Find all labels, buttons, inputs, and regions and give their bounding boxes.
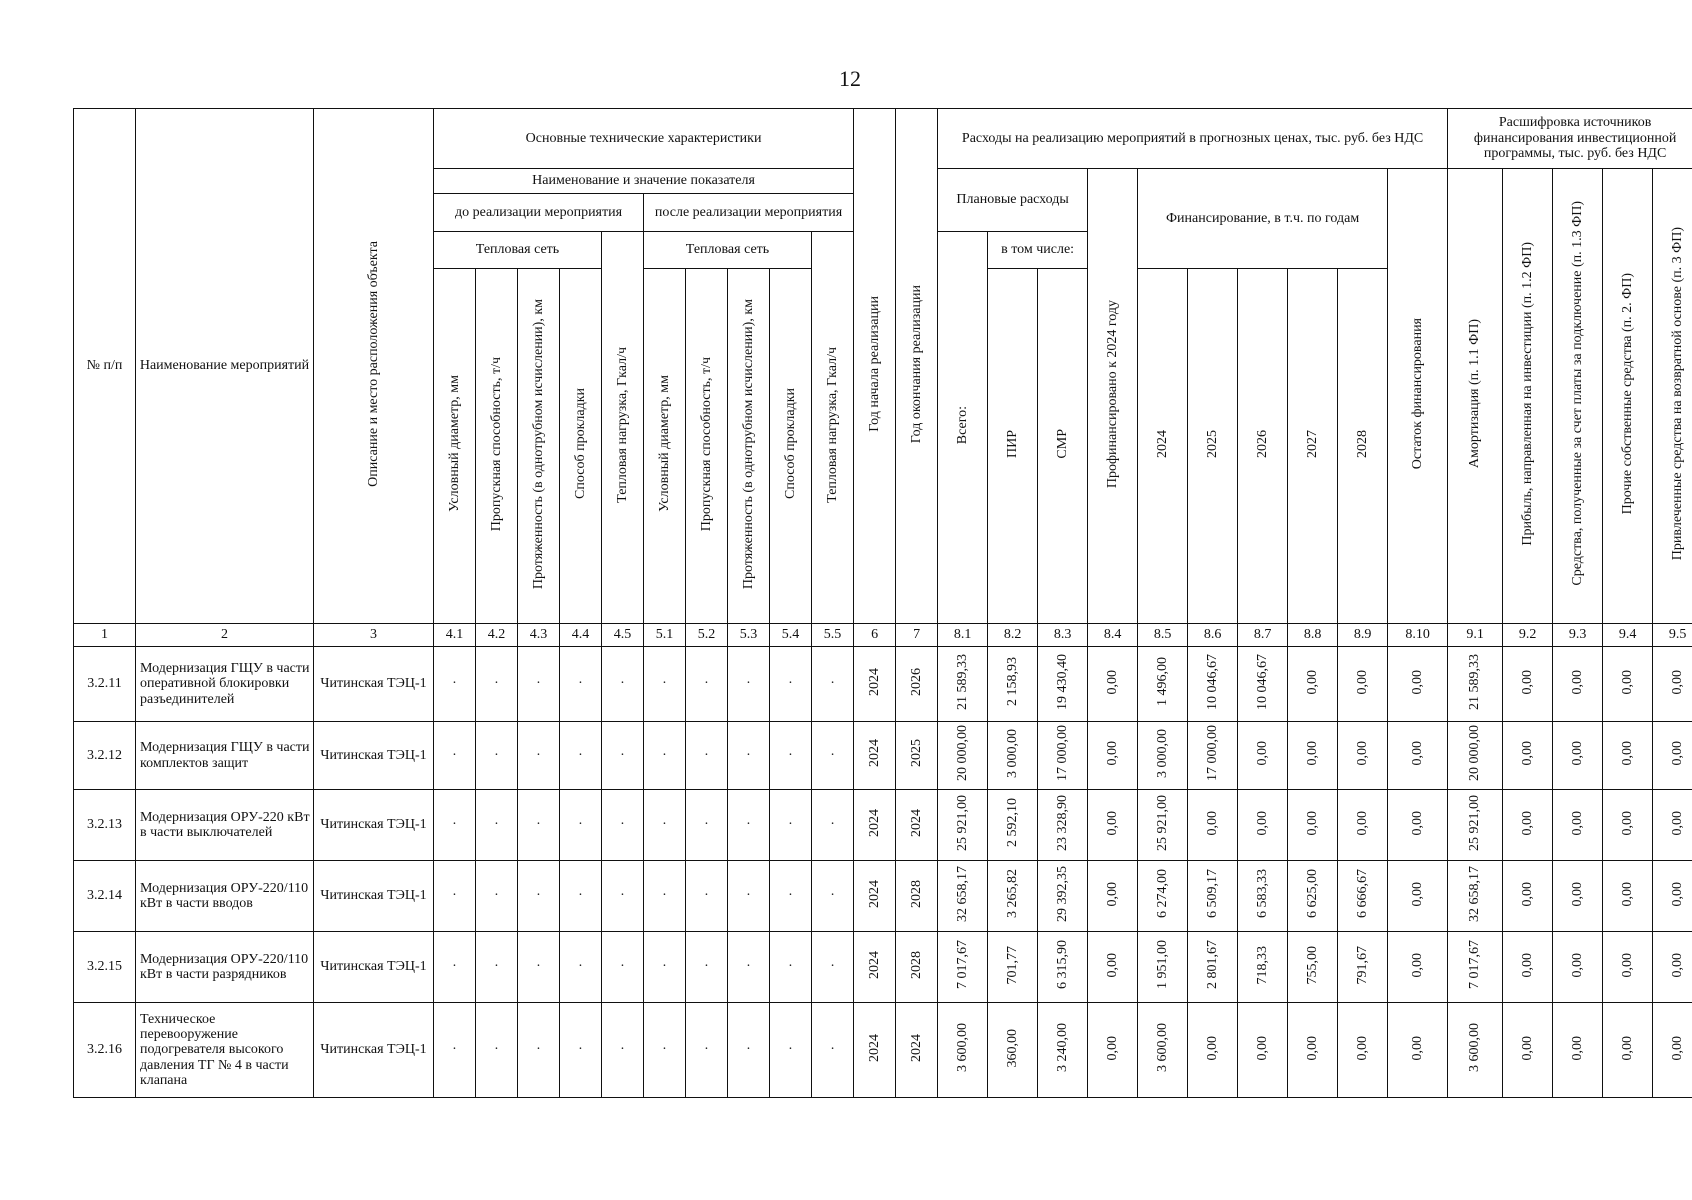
row-rem: 0,00 bbox=[1388, 790, 1448, 861]
row-profit: 0,00 bbox=[1503, 932, 1553, 1003]
row-pir: 3 000,00 bbox=[988, 722, 1038, 790]
row-pref: 0,00 bbox=[1088, 790, 1138, 861]
column-number: 9.5 bbox=[1653, 624, 1692, 647]
row-smr: 23 328,90 bbox=[1038, 790, 1088, 861]
column-number: 8.5 bbox=[1138, 624, 1188, 647]
row-f2026: 6 583,33 bbox=[1238, 861, 1288, 932]
header-connfee: Средства, полученные за счет платы за подключение (п. 1.3 ФП) bbox=[1553, 169, 1603, 624]
row-start: 2024 bbox=[854, 1003, 896, 1098]
row-conn: 0,00 bbox=[1553, 790, 1603, 861]
column-number: 9.3 bbox=[1553, 624, 1603, 647]
row-amort: 3 600,00 bbox=[1448, 1003, 1503, 1098]
header-before: до реализации мероприятия bbox=[434, 194, 644, 232]
row-tech-value: · bbox=[644, 722, 686, 790]
row-tech-value: · bbox=[602, 722, 644, 790]
column-number: 7 bbox=[896, 624, 938, 647]
row-f2027: 0,00 bbox=[1288, 790, 1338, 861]
row-number: 3.2.16 bbox=[74, 1003, 136, 1098]
row-f2027: 0,00 bbox=[1288, 1003, 1338, 1098]
row-tech-value: · bbox=[518, 861, 560, 932]
row-f2028: 0,00 bbox=[1338, 722, 1388, 790]
row-name: Модернизация ГЩУ в части оперативной блокировки разъединителей bbox=[136, 647, 314, 722]
column-number: 4.2 bbox=[476, 624, 518, 647]
row-name: Модернизация ГЩУ в части комплектов защит bbox=[136, 722, 314, 790]
header-indicator: Наименование и значение показателя bbox=[434, 169, 854, 194]
row-pref: 0,00 bbox=[1088, 647, 1138, 722]
row-tech-value: · bbox=[770, 861, 812, 932]
column-number: 8.1 bbox=[938, 624, 988, 647]
table-row bbox=[74, 1003, 1692, 1098]
row-tech-value: · bbox=[434, 722, 476, 790]
row-f2028: 0,00 bbox=[1338, 790, 1388, 861]
header-tech: Основные технические характеристики bbox=[434, 109, 854, 169]
column-number: 8.4 bbox=[1088, 624, 1138, 647]
table-row bbox=[74, 790, 1692, 861]
row-amort: 32 658,17 bbox=[1448, 861, 1503, 932]
row-conn: 0,00 bbox=[1553, 861, 1603, 932]
row-tech-value: · bbox=[686, 790, 728, 861]
row-total: 25 921,00 bbox=[938, 790, 988, 861]
row-end: 2024 bbox=[896, 1003, 938, 1098]
row-conn: 0,00 bbox=[1553, 722, 1603, 790]
row-f2025: 0,00 bbox=[1188, 1003, 1238, 1098]
row-name: Модернизация ОРУ-220/110 кВт в части разрядников bbox=[136, 932, 314, 1003]
row-tech-value: · bbox=[686, 647, 728, 722]
row-number: 3.2.11 bbox=[74, 647, 136, 722]
row-tech-value: · bbox=[602, 647, 644, 722]
row-tech-value: · bbox=[770, 1003, 812, 1098]
row-smr: 3 240,00 bbox=[1038, 1003, 1088, 1098]
row-pir: 3 265,82 bbox=[988, 861, 1038, 932]
row-description: Читинская ТЭЦ-1 bbox=[314, 861, 434, 932]
row-conn: 0,00 bbox=[1553, 932, 1603, 1003]
row-pir: 2 158,93 bbox=[988, 647, 1038, 722]
row-f2028: 791,67 bbox=[1338, 932, 1388, 1003]
row-start: 2024 bbox=[854, 647, 896, 722]
row-pref: 0,00 bbox=[1088, 861, 1138, 932]
row-tech-value: · bbox=[560, 861, 602, 932]
row-tech-value: · bbox=[686, 1003, 728, 1098]
header-length-after: Протяженность (в однотрубном исчислении), км bbox=[728, 269, 770, 624]
row-description: Читинская ТЭЦ-1 bbox=[314, 932, 434, 1003]
row-f2024: 25 921,00 bbox=[1138, 790, 1188, 861]
header-amort: Амортизация (п. 1.1 ФП) bbox=[1448, 169, 1503, 624]
column-number: 8.8 bbox=[1288, 624, 1338, 647]
row-tech-value: · bbox=[812, 722, 854, 790]
column-number: 4.4 bbox=[560, 624, 602, 647]
header-length-before: Протяженность (в однотрубном исчислении), км bbox=[518, 269, 560, 624]
row-total: 21 589,33 bbox=[938, 647, 988, 722]
header-capacity-after: Пропускная способность, т/ч bbox=[686, 269, 728, 624]
row-profit: 0,00 bbox=[1503, 790, 1553, 861]
row-tech-value: · bbox=[728, 861, 770, 932]
row-tech-value: · bbox=[602, 1003, 644, 1098]
row-smr: 6 315,90 bbox=[1038, 932, 1088, 1003]
row-own: 0,00 bbox=[1603, 932, 1653, 1003]
header-prefinanced: Профинансировано к 2024 году bbox=[1088, 169, 1138, 624]
row-number: 3.2.13 bbox=[74, 790, 136, 861]
row-tech-value: · bbox=[560, 647, 602, 722]
table-row bbox=[74, 861, 1692, 932]
investment-table bbox=[73, 108, 1692, 1098]
header-planned: Плановые расходы bbox=[938, 169, 1088, 232]
row-amort: 20 000,00 bbox=[1448, 722, 1503, 790]
header-y2027: 2027 bbox=[1288, 269, 1338, 624]
row-tech-value: · bbox=[686, 861, 728, 932]
header-incl: в том числе: bbox=[988, 232, 1088, 269]
row-borrowed: 0,00 bbox=[1653, 1003, 1692, 1098]
row-f2024: 1 951,00 bbox=[1138, 932, 1188, 1003]
row-amort: 25 921,00 bbox=[1448, 790, 1503, 861]
column-number: 5.1 bbox=[644, 624, 686, 647]
row-tech-value: · bbox=[728, 1003, 770, 1098]
row-number: 3.2.14 bbox=[74, 861, 136, 932]
column-number: 4.3 bbox=[518, 624, 560, 647]
row-borrowed: 0,00 bbox=[1653, 790, 1692, 861]
row-tech-value: · bbox=[602, 790, 644, 861]
header-num: № п/п bbox=[74, 109, 136, 624]
row-tech-value: · bbox=[518, 1003, 560, 1098]
row-f2024: 6 274,00 bbox=[1138, 861, 1188, 932]
row-tech-value: · bbox=[602, 932, 644, 1003]
row-pref: 0,00 bbox=[1088, 722, 1138, 790]
row-tech-value: · bbox=[644, 861, 686, 932]
column-number: 4.5 bbox=[602, 624, 644, 647]
row-rem: 0,00 bbox=[1388, 932, 1448, 1003]
header-year-start: Год начала реализации bbox=[854, 109, 896, 624]
row-start: 2024 bbox=[854, 790, 896, 861]
row-tech-value: · bbox=[686, 932, 728, 1003]
row-tech-value: · bbox=[560, 722, 602, 790]
row-profit: 0,00 bbox=[1503, 722, 1553, 790]
row-borrowed: 0,00 bbox=[1653, 932, 1692, 1003]
row-f2026: 0,00 bbox=[1238, 790, 1288, 861]
header-borrowed: Привлеченные средства на возвратной основе (п. 3 ФП) bbox=[1653, 169, 1692, 624]
header-diam-before: Условный диаметр, мм bbox=[434, 269, 476, 624]
row-end: 2025 bbox=[896, 722, 938, 790]
row-tech-value: · bbox=[812, 790, 854, 861]
row-total: 32 658,17 bbox=[938, 861, 988, 932]
page-number: 12 bbox=[839, 66, 861, 91]
row-rem: 0,00 bbox=[1388, 722, 1448, 790]
row-amort: 7 017,67 bbox=[1448, 932, 1503, 1003]
row-description: Читинская ТЭЦ-1 bbox=[314, 1003, 434, 1098]
row-conn: 0,00 bbox=[1553, 1003, 1603, 1098]
row-f2026: 0,00 bbox=[1238, 1003, 1288, 1098]
row-tech-value: · bbox=[812, 647, 854, 722]
column-number: 8.2 bbox=[988, 624, 1038, 647]
row-f2028: 0,00 bbox=[1338, 647, 1388, 722]
row-end: 2026 bbox=[896, 647, 938, 722]
header-heatload-after: Тепловая нагрузка, Гкал/ч bbox=[812, 232, 854, 624]
row-total: 3 600,00 bbox=[938, 1003, 988, 1098]
row-smr: 29 392,35 bbox=[1038, 861, 1088, 932]
column-number: 8.6 bbox=[1188, 624, 1238, 647]
row-f2025: 10 046,67 bbox=[1188, 647, 1238, 722]
row-end: 2028 bbox=[896, 932, 938, 1003]
row-tech-value: · bbox=[434, 861, 476, 932]
column-number: 8.7 bbox=[1238, 624, 1288, 647]
column-number: 4.1 bbox=[434, 624, 476, 647]
row-tech-value: · bbox=[518, 647, 560, 722]
row-tech-value: · bbox=[476, 647, 518, 722]
row-borrowed: 0,00 bbox=[1653, 861, 1692, 932]
row-tech-value: · bbox=[728, 790, 770, 861]
row-tech-value: · bbox=[644, 647, 686, 722]
row-f2026: 718,33 bbox=[1238, 932, 1288, 1003]
row-f2027: 0,00 bbox=[1288, 647, 1338, 722]
header-sources: Расшифровка источников финансирования инвестиционной программы, тыс. руб. без НДС bbox=[1448, 109, 1692, 169]
row-name: Модернизация ОРУ-220/110 кВт в части вводов bbox=[136, 861, 314, 932]
row-tech-value: · bbox=[476, 1003, 518, 1098]
row-f2024: 3 000,00 bbox=[1138, 722, 1188, 790]
row-tech-value: · bbox=[686, 722, 728, 790]
row-f2025: 6 509,17 bbox=[1188, 861, 1238, 932]
row-f2028: 6 666,67 bbox=[1338, 861, 1388, 932]
header-pir: ПИР bbox=[988, 269, 1038, 624]
row-end: 2028 bbox=[896, 861, 938, 932]
row-f2025: 2 801,67 bbox=[1188, 932, 1238, 1003]
row-tech-value: · bbox=[644, 1003, 686, 1098]
header-year-end: Год окончания реализации bbox=[896, 109, 938, 624]
column-number: 5.4 bbox=[770, 624, 812, 647]
header-profit: Прибыль, направленная на инвестиции (п. 1.2 ФП) bbox=[1503, 169, 1553, 624]
column-number-row bbox=[74, 624, 1692, 647]
header-heatnet-before: Тепловая сеть bbox=[434, 232, 602, 269]
column-number: 1 bbox=[74, 624, 136, 647]
row-own: 0,00 bbox=[1603, 722, 1653, 790]
row-amort: 21 589,33 bbox=[1448, 647, 1503, 722]
row-f2027: 755,00 bbox=[1288, 932, 1338, 1003]
row-tech-value: · bbox=[560, 1003, 602, 1098]
row-tech-value: · bbox=[476, 790, 518, 861]
row-pref: 0,00 bbox=[1088, 932, 1138, 1003]
header-diam-after: Условный диаметр, мм bbox=[644, 269, 686, 624]
row-tech-value: · bbox=[518, 722, 560, 790]
row-profit: 0,00 bbox=[1503, 1003, 1553, 1098]
column-number: 5.5 bbox=[812, 624, 854, 647]
table-row bbox=[74, 647, 1692, 722]
row-smr: 17 000,00 bbox=[1038, 722, 1088, 790]
row-tech-value: · bbox=[770, 722, 812, 790]
row-number: 3.2.12 bbox=[74, 722, 136, 790]
row-f2025: 0,00 bbox=[1188, 790, 1238, 861]
header-after: после реализации мероприятия bbox=[644, 194, 854, 232]
row-tech-value: · bbox=[770, 932, 812, 1003]
column-number: 9.1 bbox=[1448, 624, 1503, 647]
row-conn: 0,00 bbox=[1553, 647, 1603, 722]
row-tech-value: · bbox=[434, 647, 476, 722]
row-tech-value: · bbox=[770, 790, 812, 861]
row-tech-value: · bbox=[434, 790, 476, 861]
row-description: Читинская ТЭЦ-1 bbox=[314, 790, 434, 861]
row-total: 7 017,67 bbox=[938, 932, 988, 1003]
row-tech-value: · bbox=[434, 1003, 476, 1098]
row-tech-value: · bbox=[434, 932, 476, 1003]
header-own: Прочие собственные средства (п. 2. ФП) bbox=[1603, 169, 1653, 624]
row-smr: 19 430,40 bbox=[1038, 647, 1088, 722]
row-start: 2024 bbox=[854, 722, 896, 790]
column-number: 8.10 bbox=[1388, 624, 1448, 647]
row-tech-value: · bbox=[476, 722, 518, 790]
table-row bbox=[74, 722, 1692, 790]
row-rem: 0,00 bbox=[1388, 647, 1448, 722]
row-tech-value: · bbox=[728, 722, 770, 790]
row-f2026: 10 046,67 bbox=[1238, 647, 1288, 722]
row-pir: 360,00 bbox=[988, 1003, 1038, 1098]
column-number: 2 bbox=[136, 624, 314, 647]
row-end: 2024 bbox=[896, 790, 938, 861]
row-own: 0,00 bbox=[1603, 1003, 1653, 1098]
header-descr: Описание и место расположения объекта bbox=[314, 109, 434, 624]
header-smr: СМР bbox=[1038, 269, 1088, 624]
row-profit: 0,00 bbox=[1503, 647, 1553, 722]
header-laying-before: Способ прокладки bbox=[560, 269, 602, 624]
row-tech-value: · bbox=[812, 932, 854, 1003]
column-number: 8.9 bbox=[1338, 624, 1388, 647]
row-start: 2024 bbox=[854, 861, 896, 932]
header-financing: Финансирование, в т.ч. по годам bbox=[1138, 169, 1388, 269]
row-tech-value: · bbox=[770, 647, 812, 722]
row-own: 0,00 bbox=[1603, 861, 1653, 932]
row-tech-value: · bbox=[560, 790, 602, 861]
row-description: Читинская ТЭЦ-1 bbox=[314, 722, 434, 790]
row-description: Читинская ТЭЦ-1 bbox=[314, 647, 434, 722]
row-tech-value: · bbox=[476, 861, 518, 932]
column-number: 6 bbox=[854, 624, 896, 647]
column-number: 5.2 bbox=[686, 624, 728, 647]
header-heatnet-after: Тепловая сеть bbox=[644, 232, 812, 269]
row-tech-value: · bbox=[728, 647, 770, 722]
table-row bbox=[74, 932, 1692, 1003]
row-f2025: 17 000,00 bbox=[1188, 722, 1238, 790]
header-total: Всего: bbox=[938, 232, 988, 624]
row-f2024: 1 496,00 bbox=[1138, 647, 1188, 722]
row-pir: 701,77 bbox=[988, 932, 1038, 1003]
row-f2026: 0,00 bbox=[1238, 722, 1288, 790]
row-tech-value: · bbox=[812, 1003, 854, 1098]
row-tech-value: · bbox=[560, 932, 602, 1003]
row-tech-value: · bbox=[518, 932, 560, 1003]
row-f2027: 0,00 bbox=[1288, 722, 1338, 790]
row-tech-value: · bbox=[602, 861, 644, 932]
header-y2025: 2025 bbox=[1188, 269, 1238, 624]
column-number: 5.3 bbox=[728, 624, 770, 647]
row-tech-value: · bbox=[644, 932, 686, 1003]
header-remainder: Остаток финансирования bbox=[1388, 169, 1448, 624]
row-pref: 0,00 bbox=[1088, 1003, 1138, 1098]
row-f2028: 0,00 bbox=[1338, 1003, 1388, 1098]
row-rem: 0,00 bbox=[1388, 861, 1448, 932]
header-costs: Расходы на реализацию мероприятий в прогнозных ценах, тыс. руб. без НДС bbox=[938, 109, 1448, 169]
header-capacity-before: Пропускная способность, т/ч bbox=[476, 269, 518, 624]
row-f2024: 3 600,00 bbox=[1138, 1003, 1188, 1098]
row-own: 0,00 bbox=[1603, 647, 1653, 722]
row-borrowed: 0,00 bbox=[1653, 722, 1692, 790]
header-name: Наименование мероприятий bbox=[136, 109, 314, 624]
row-name: Модернизация ОРУ-220 кВт в части выключателей bbox=[136, 790, 314, 861]
row-number: 3.2.15 bbox=[74, 932, 136, 1003]
row-borrowed: 0,00 bbox=[1653, 647, 1692, 722]
row-pir: 2 592,10 bbox=[988, 790, 1038, 861]
row-f2027: 6 625,00 bbox=[1288, 861, 1338, 932]
row-rem: 0,00 bbox=[1388, 1003, 1448, 1098]
row-tech-value: · bbox=[476, 932, 518, 1003]
header-y2026: 2026 bbox=[1238, 269, 1288, 624]
row-profit: 0,00 bbox=[1503, 861, 1553, 932]
row-tech-value: · bbox=[644, 790, 686, 861]
header-y2028: 2028 bbox=[1338, 269, 1388, 624]
column-number: 8.3 bbox=[1038, 624, 1088, 647]
column-number: 9.2 bbox=[1503, 624, 1553, 647]
row-tech-value: · bbox=[728, 932, 770, 1003]
row-total: 20 000,00 bbox=[938, 722, 988, 790]
row-tech-value: · bbox=[812, 861, 854, 932]
header-y2024: 2024 bbox=[1138, 269, 1188, 624]
row-name: Техническое перевооружение подогревателя высокого давления ТГ № 4 в части клапана bbox=[136, 1003, 314, 1098]
row-own: 0,00 bbox=[1603, 790, 1653, 861]
row-start: 2024 bbox=[854, 932, 896, 1003]
header-laying-after: Способ прокладки bbox=[770, 269, 812, 624]
header-heatload-before: Тепловая нагрузка, Гкал/ч bbox=[602, 232, 644, 624]
row-tech-value: · bbox=[518, 790, 560, 861]
column-number: 3 bbox=[314, 624, 434, 647]
column-number: 9.4 bbox=[1603, 624, 1653, 647]
table-body bbox=[74, 647, 1692, 1098]
